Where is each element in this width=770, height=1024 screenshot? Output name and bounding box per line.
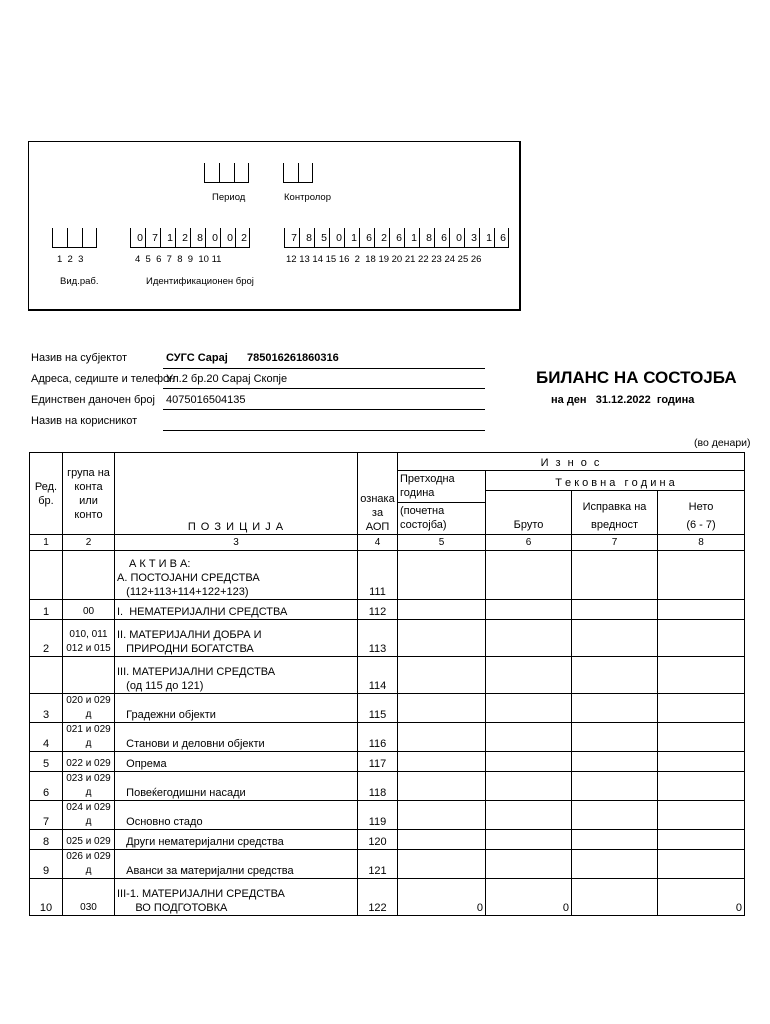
- row-prev-year[interactable]: [398, 694, 486, 723]
- table-row: [30, 752, 745, 772]
- row-adjustment[interactable]: [572, 620, 658, 657]
- tax-underline: [163, 409, 485, 410]
- header-group: група на конта или конто: [63, 453, 115, 535]
- row-net[interactable]: [658, 830, 745, 850]
- address-underline: [163, 388, 485, 389]
- row-adjustment[interactable]: [572, 879, 658, 916]
- row-aop: 112: [358, 600, 398, 620]
- row-gross[interactable]: [486, 752, 572, 772]
- row-prev-year[interactable]: [398, 752, 486, 772]
- period-label: Период: [212, 192, 246, 203]
- position-line: Повеќегодишни насади: [117, 787, 246, 799]
- position-line: А К Т И В А:: [129, 558, 191, 570]
- table-row: [30, 600, 745, 620]
- column-number: 7: [572, 535, 658, 551]
- header-adjust-line1: Исправка на: [582, 501, 647, 513]
- row-net[interactable]: [658, 723, 745, 752]
- row-number: 2: [30, 620, 63, 657]
- report-date: на ден 31.12.2022 година: [551, 394, 695, 406]
- row-gross[interactable]: [486, 772, 572, 801]
- row-gross[interactable]: [486, 620, 572, 657]
- id-number-digit[interactable]: 2: [175, 228, 190, 247]
- tax-number-digit[interactable]: 1: [479, 228, 494, 247]
- row-aop: 119: [358, 801, 398, 830]
- column-number: 2: [63, 535, 115, 551]
- currency-note: (во денари): [694, 437, 751, 449]
- row-net[interactable]: [658, 801, 745, 830]
- header-net-line1: Нето: [688, 501, 714, 513]
- row-number: 1: [30, 600, 63, 620]
- name-underline: [163, 368, 485, 369]
- column-numbers-row: [30, 535, 745, 551]
- table-row: [30, 879, 745, 916]
- user-label: Назив на корисникот: [31, 415, 138, 427]
- row-number: 7: [30, 801, 63, 830]
- row-gross[interactable]: [486, 801, 572, 830]
- id-number-digit[interactable]: 8: [190, 228, 205, 247]
- row-prev-year[interactable]: [398, 620, 486, 657]
- row-number: 3: [30, 694, 63, 723]
- position-line: I. НЕМАТЕРИЈАЛНИ СРЕДСТВА: [117, 606, 288, 618]
- row-net[interactable]: [658, 752, 745, 772]
- tax-number-boxes[interactable]: [284, 228, 509, 248]
- subject-name-code: 785016261860316: [247, 352, 339, 364]
- id-number-digit[interactable]: 0: [205, 228, 220, 247]
- row-net[interactable]: 0: [658, 879, 745, 916]
- row-prev-year[interactable]: [398, 723, 486, 752]
- subject-name-value: СУГС Сарај: [166, 352, 228, 364]
- row-adjustment[interactable]: [572, 850, 658, 879]
- position-line: Аванси за материјални средства: [117, 865, 294, 877]
- id-number-label: Идентификационен број: [146, 276, 254, 287]
- row-gross[interactable]: [486, 694, 572, 723]
- tax-value: 4075016504135: [166, 394, 246, 406]
- controller-boxes[interactable]: [283, 163, 313, 183]
- row-number: 5: [30, 752, 63, 772]
- column-number: 6: [486, 535, 572, 551]
- row-gross[interactable]: [486, 850, 572, 879]
- row-adjustment[interactable]: [572, 600, 658, 620]
- row-gross[interactable]: [486, 830, 572, 850]
- row-number: [30, 657, 63, 694]
- column-number: 8: [658, 535, 745, 551]
- table-row: [30, 830, 745, 850]
- row-group: 022 и 029: [63, 752, 115, 772]
- header-prev-line1: Претходна година: [400, 473, 455, 499]
- column-number: 4: [358, 535, 398, 551]
- tax-number-digit[interactable]: 8: [419, 228, 434, 247]
- row-prev-year[interactable]: [398, 657, 486, 694]
- row-adjustment[interactable]: [572, 801, 658, 830]
- row-group: [63, 657, 115, 694]
- position-line: ВО ПОДГОТОВКА: [117, 902, 228, 914]
- identification-box: [28, 141, 521, 311]
- row-prev-year[interactable]: [398, 801, 486, 830]
- row-net[interactable]: [658, 657, 745, 694]
- tax-number-digit[interactable]: 2: [374, 228, 389, 247]
- row-position: [115, 830, 358, 850]
- tax-number-digit[interactable]: 1: [344, 228, 359, 247]
- id-positions: 4 5 6 7 8 9 10 11: [135, 254, 222, 265]
- row-aop: 114: [358, 657, 398, 694]
- position-line: Опрема: [117, 758, 167, 770]
- table-row: [30, 657, 745, 694]
- position-line: Основно стадо: [117, 816, 203, 828]
- row-position: [115, 723, 358, 752]
- row-aop: 111: [358, 551, 398, 600]
- row-prev-year[interactable]: [398, 830, 486, 850]
- position-line: (112+113+114+122+123): [117, 586, 249, 598]
- position-line: III. МАТЕРИЈАЛНИ СРЕДСТВА: [117, 666, 276, 678]
- id-number-digit[interactable]: 7: [145, 228, 160, 247]
- row-net[interactable]: [658, 620, 745, 657]
- header-amount: И з н о с: [398, 453, 745, 471]
- row-position: [115, 850, 358, 879]
- row-adjustment[interactable]: [572, 694, 658, 723]
- row-adjustment[interactable]: [572, 723, 658, 752]
- row-group: 020 и 029 д: [63, 694, 115, 723]
- row-position: [115, 801, 358, 830]
- header-current-year: Т е к о в н а г о д и н а: [486, 471, 745, 491]
- row-aop: 121: [358, 850, 398, 879]
- work-type-positions: 1 2 3: [57, 254, 84, 265]
- row-group: 024 и 029 д: [63, 801, 115, 830]
- header-net-line2: (6 - 7): [686, 519, 716, 531]
- row-number: [30, 551, 63, 600]
- row-group: 010, 011 012 и 015: [63, 620, 115, 657]
- table-row: [30, 801, 745, 830]
- header-adjust-line2: вредност: [591, 519, 638, 531]
- row-net[interactable]: [658, 600, 745, 620]
- row-group: 025 и 029: [63, 830, 115, 850]
- tax-positions: 12 13 14 15 16 2 18 19 20 21 22 23 24 25 26: [286, 254, 482, 265]
- header-net: [658, 491, 745, 535]
- header-red: Ред. бр.: [30, 453, 63, 535]
- table-body: [30, 551, 745, 916]
- table-row: [30, 551, 745, 600]
- column-number: 1: [30, 535, 63, 551]
- report-title: БИЛАНС НА СОСТОЈБА: [536, 368, 737, 387]
- tax-number-digit[interactable]: 1: [404, 228, 419, 247]
- row-gross[interactable]: [486, 723, 572, 752]
- row-position: [115, 694, 358, 723]
- tax-label: Единствен даночен број: [31, 394, 155, 406]
- id-number-boxes[interactable]: [130, 228, 250, 248]
- tax-number-digit[interactable]: 8: [299, 228, 314, 247]
- tax-number-digit[interactable]: 5: [314, 228, 329, 247]
- row-position: [115, 879, 358, 916]
- position-line: (од 115 до 121): [117, 680, 204, 692]
- row-number: 9: [30, 850, 63, 879]
- row-aop: 116: [358, 723, 398, 752]
- table-row: [30, 850, 745, 879]
- row-prev-year[interactable]: [398, 551, 486, 600]
- tax-number-digit[interactable]: 0: [329, 228, 344, 247]
- row-number: 6: [30, 772, 63, 801]
- balance-table: [29, 452, 745, 916]
- row-net[interactable]: [658, 694, 745, 723]
- row-aop: 115: [358, 694, 398, 723]
- table-row: [30, 620, 745, 657]
- row-aop: 118: [358, 772, 398, 801]
- row-number: 8: [30, 830, 63, 850]
- position-line: Градежни објекти: [117, 709, 216, 721]
- tax-number-digit[interactable]: 6: [359, 228, 374, 247]
- table-row: [30, 694, 745, 723]
- row-net[interactable]: [658, 850, 745, 879]
- header-position: П О З И Ц И Ј А: [115, 453, 358, 535]
- row-aop: 120: [358, 830, 398, 850]
- address-label: Адреса, седиште и телефон: [31, 373, 176, 385]
- position-line: Станови и деловни објекти: [117, 738, 265, 750]
- row-adjustment[interactable]: [572, 772, 658, 801]
- header-prev-line2: (почетна состојба): [398, 502, 485, 534]
- row-position: [115, 752, 358, 772]
- period-boxes[interactable]: [204, 163, 249, 183]
- row-gross[interactable]: [486, 657, 572, 694]
- subject-name-label: Назив на субјектот: [31, 352, 128, 364]
- position-line: Други нематеријални средства: [117, 836, 284, 848]
- table-row: [30, 772, 745, 801]
- row-position: [115, 772, 358, 801]
- row-prev-year[interactable]: 0: [398, 879, 486, 916]
- table-row: [30, 723, 745, 752]
- row-aop: 122: [358, 879, 398, 916]
- row-adjustment[interactable]: [572, 752, 658, 772]
- row-gross[interactable]: [486, 551, 572, 600]
- row-group: 00: [63, 600, 115, 620]
- work-type-label: Вид.раб.: [60, 276, 99, 287]
- header-gross: Бруто: [486, 491, 572, 535]
- tax-number-digit[interactable]: 7: [284, 228, 299, 247]
- row-adjustment[interactable]: [572, 657, 658, 694]
- work-type-boxes[interactable]: [52, 228, 97, 248]
- row-aop: 117: [358, 752, 398, 772]
- user-underline: [163, 430, 485, 431]
- position-line: А. ПОСТОЈАНИ СРЕДСТВА: [117, 572, 260, 584]
- row-group: 023 и 029 д: [63, 772, 115, 801]
- row-prev-year[interactable]: [398, 600, 486, 620]
- row-group: [63, 551, 115, 600]
- tax-number-digit[interactable]: 0: [449, 228, 464, 247]
- row-gross[interactable]: [486, 600, 572, 620]
- header-aop: ознака за АОП: [358, 453, 398, 535]
- id-number-digit[interactable]: 0: [220, 228, 235, 247]
- row-position: [115, 620, 358, 657]
- row-position: [115, 600, 358, 620]
- id-number-digit[interactable]: 2: [235, 228, 250, 247]
- row-number: 4: [30, 723, 63, 752]
- row-adjustment[interactable]: [572, 830, 658, 850]
- header-adjust: [572, 491, 658, 535]
- id-number-digit[interactable]: 0: [130, 228, 145, 247]
- row-position: [115, 551, 358, 600]
- tax-number-digit[interactable]: 6: [389, 228, 404, 247]
- row-prev-year[interactable]: [398, 850, 486, 879]
- row-aop: 113: [358, 620, 398, 657]
- row-prev-year[interactable]: [398, 772, 486, 801]
- controller-label: Контролор: [284, 192, 331, 203]
- row-group: 030: [63, 879, 115, 916]
- row-gross[interactable]: 0: [486, 879, 572, 916]
- row-position: [115, 657, 358, 694]
- row-number: 10: [30, 879, 63, 916]
- tax-number-digit[interactable]: 6: [434, 228, 449, 247]
- address-value: Ул.2 бр.20 Сарај Скопје: [166, 373, 288, 385]
- tax-number-digit[interactable]: 6: [494, 228, 509, 247]
- column-number: 3: [115, 535, 358, 551]
- id-number-digit[interactable]: 1: [160, 228, 175, 247]
- row-group: 021 и 029 д: [63, 723, 115, 752]
- header-prev: [398, 471, 486, 535]
- row-net[interactable]: [658, 551, 745, 600]
- row-net[interactable]: [658, 772, 745, 801]
- tax-number-digit[interactable]: 3: [464, 228, 479, 247]
- row-adjustment[interactable]: [572, 551, 658, 600]
- position-line: III-1. МАТЕРИЈАЛНИ СРЕДСТВА: [117, 888, 285, 900]
- position-line: ПРИРОДНИ БОГАТСТВА: [117, 643, 254, 655]
- position-line: II. МАТЕРИЈАЛНИ ДОБРА И: [117, 629, 262, 641]
- row-group: 026 и 029 д: [63, 850, 115, 879]
- column-number: 5: [398, 535, 486, 551]
